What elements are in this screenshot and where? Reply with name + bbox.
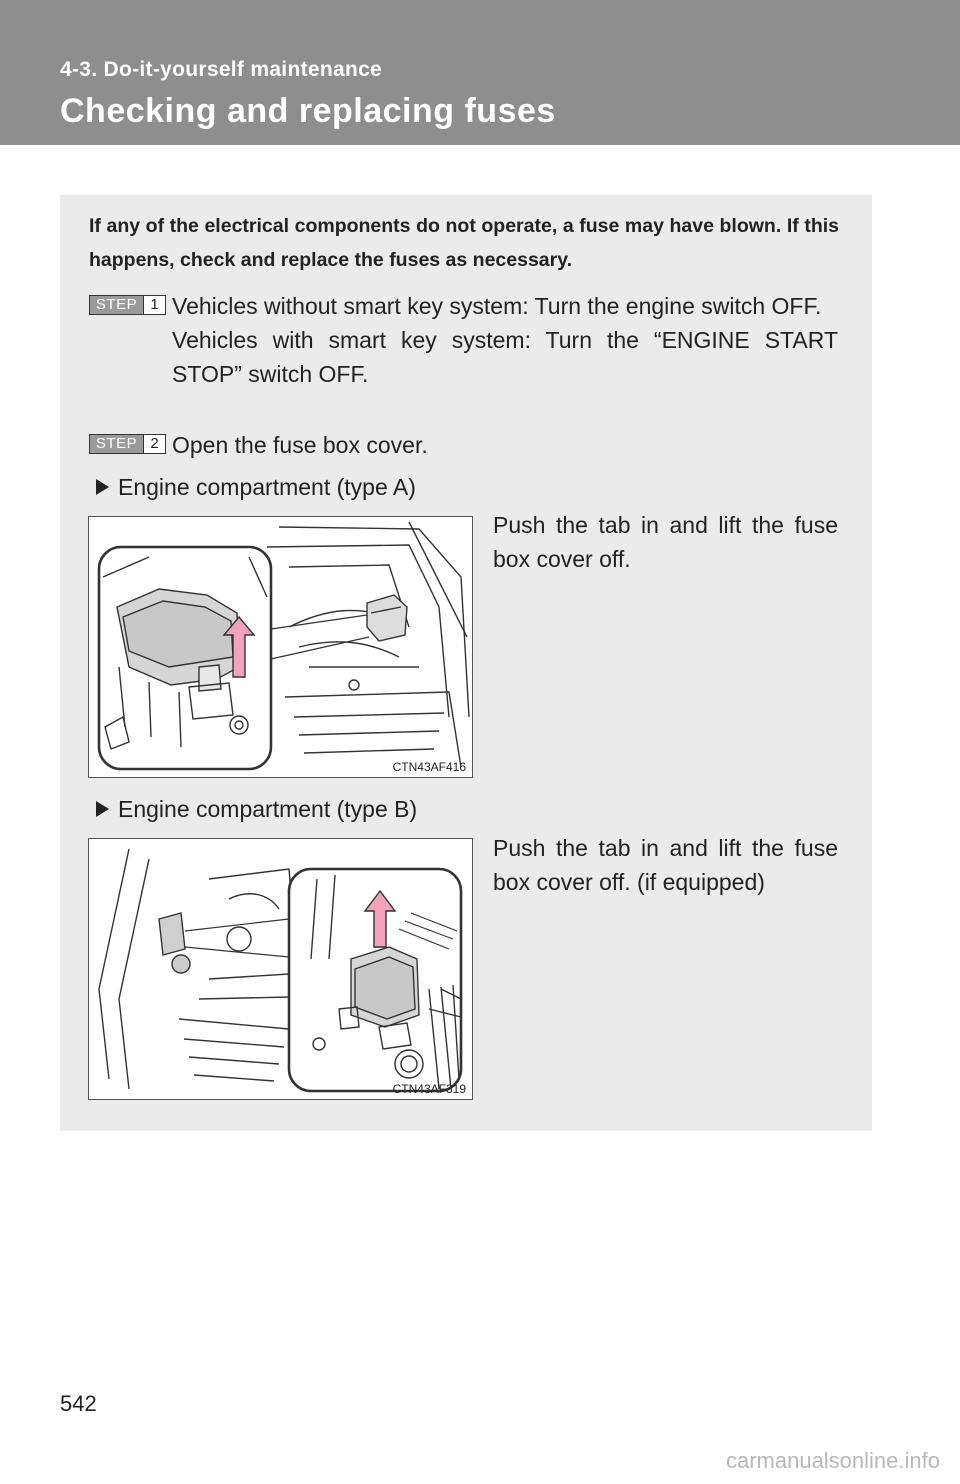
step-1-text (172, 289, 838, 391)
page-title: Checking and replacing fuses (60, 92, 556, 130)
triangle-bullet-icon (96, 801, 109, 817)
type-b-caption: Push the tab in and lift the fuse box cover off. (if equipped) (493, 835, 838, 895)
figure-type-b (88, 838, 473, 1100)
page-number: 542 (60, 1391, 97, 1416)
type-a-heading (96, 470, 416, 504)
watermark: carmanualsonline.info (725, 1448, 940, 1473)
step-2-badge (89, 434, 166, 454)
intro-text: If any of the electrical components do not operate, a fuse may have blown. If this happens, check and replace the fuses as necessary. (89, 215, 839, 271)
figure-code: CTN43AF319 (392, 1082, 466, 1096)
type-b-heading (96, 792, 417, 826)
type-b-heading-text: Engine compartment (type B) (118, 796, 418, 822)
step-label: STEP (90, 296, 143, 314)
step-2-text (172, 428, 838, 462)
step-number: 2 (143, 435, 165, 453)
step-1-badge (89, 295, 166, 315)
figure-code: CTN43AF416 (392, 760, 466, 774)
step-1-line-2: Vehicles with smart key system: Turn the “ENGINE START STOP” switch OFF. (172, 327, 838, 387)
triangle-bullet-icon (96, 479, 109, 495)
section-heading: 4-3. Do-it-yourself maintenance (60, 58, 383, 81)
page-header (0, 0, 960, 145)
figure-type-a (88, 516, 473, 778)
type-a-heading-text: Engine compartment (type A) (118, 474, 416, 500)
type-a-caption: Push the tab in and lift the fuse box cover off. (493, 512, 838, 572)
step-number: 1 (143, 296, 165, 314)
engine-compartment-b-illustration (89, 839, 472, 1099)
step-label: STEP (90, 435, 143, 453)
step-2-line-1: Open the fuse box cover. (172, 432, 428, 458)
step-1-line-1: Vehicles without smart key system: Turn the engine switch OFF. (172, 293, 822, 319)
engine-compartment-a-illustration (89, 517, 472, 777)
